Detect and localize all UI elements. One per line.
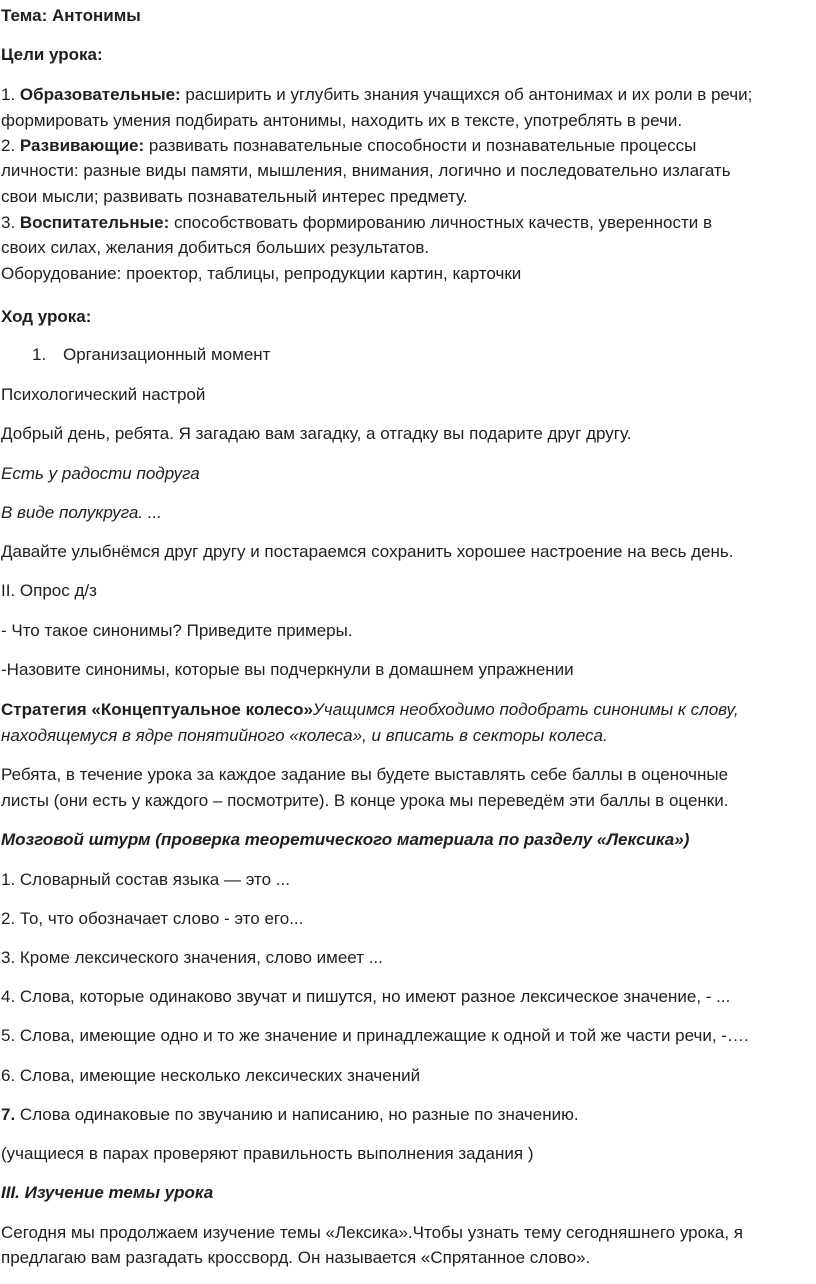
today-line-1: Сегодня мы продолжаем изучение темы «Лексика».Чтобы узнать тему сегодняшнего урока, я [1, 1223, 743, 1242]
goal-1-line-1 [1, 83, 752, 107]
question-item-7 [1, 1103, 579, 1127]
item-7-text: Слова одинаковые по звучанию и написанию, но разные по значению. [15, 1105, 579, 1124]
strategy-line-2: находящемуся в ядре понятийного «колеса», и вписать в секторы колеса. [1, 726, 608, 745]
equipment-line: Оборудование: проектор, таблицы, репродукции картин, карточки [1, 264, 522, 283]
goal-3-label: Воспитательные: [19, 213, 170, 232]
goal-2-line-2: личности: разные виды памяти, мышления, внимания, логично и последовательно излагать [1, 161, 731, 180]
question-item-6: 6. Слова, имеющие несколько лексических значений [1, 1066, 421, 1085]
greeting-line: Добрый день, ребята. Я загадаю вам загадку, а отгадку вы подарите друг другу. [1, 424, 632, 443]
goal-2-line-3: свои мысли; развивать познавательный интерес предмету. [1, 187, 468, 206]
goal-1-label: Образовательные: [19, 85, 181, 104]
question-item-4: 4. Слова, которые одинаково звучат и пишутся, но имеют разное лексическое значение, - ... [1, 987, 731, 1006]
points-line-1: Ребята, в течение урока за каждое задание вы будете выставлять себе баллы в оценочные [1, 765, 729, 784]
step-1-number: 1. [32, 345, 47, 364]
goal-2-number: 2. [1, 136, 20, 155]
survey-heading: II. Опрос д/з [1, 581, 97, 600]
topic-heading: Тема: Антонимы [1, 6, 141, 25]
goal-3-line-1 [1, 211, 712, 235]
points-line-2: листы (они есть у каждого – посмотрите). В конце урока мы переведём эти баллы в оценки. [1, 791, 729, 810]
goal-2-label: Развивающие: [19, 136, 145, 155]
goal-2-text: развивать познавательные способности и познавательные процессы [144, 136, 697, 155]
question-item-3: 3. Кроме лексического значения, слово имеет ... [1, 948, 383, 967]
strategy-line-1 [1, 698, 739, 722]
question-homework: -Назовите синонимы, которые вы подчеркнули в домашнем упражнении [1, 660, 574, 679]
question-item-1: 1. Словарный состав языка — это ... [1, 870, 290, 889]
question-item-5: 5. Слова, имеющие одно и то же значение и принадлежащие к одной и той же части речи, -…. [1, 1026, 749, 1045]
goal-2-line-1 [1, 134, 696, 158]
strategy-label: Стратегия «Концептуальное колесо» [1, 700, 313, 719]
goal-3-number: 3. [1, 213, 20, 232]
psych-setup: Психологический настрой [1, 385, 206, 404]
step-1-title: Организационный момент [63, 345, 271, 364]
riddle-line-1: Есть у радости подруга [1, 464, 200, 483]
goal-3-text: способствовать формированию личностных качеств, уверенности в [169, 213, 712, 232]
brainstorm-heading: Мозговой штурм (проверка теоретического материала по разделу «Лексика») [1, 830, 690, 849]
question-item-2: 2. То, что обозначает слово - это его... [1, 909, 304, 928]
course-heading: Ход урока: [1, 307, 92, 326]
goal-3-line-2: своих силах, желания добиться больших результатов. [1, 238, 430, 257]
item-7-number: 7. [1, 1105, 16, 1124]
goal-1-text: расширить и углубить знания учащихся об антонимах и их роли в речи; [180, 85, 753, 104]
today-line-2: предлагаю вам разгадать кроссворд. Он называется «Спрятанное слово». [1, 1248, 591, 1267]
smile-line: Давайте улыбнёмся друг другу и постараемся сохранить хорошее настроение на весь день. [1, 542, 734, 561]
pairs-check-note: (учащиеся в парах проверяют правильность выполнения задания ) [1, 1144, 534, 1163]
section-3-heading: III. Изучение темы урока [1, 1183, 214, 1202]
goal-1-line-2: формировать умения подбирать антонимы, находить их в тексте, употреблять в речи. [1, 111, 683, 130]
question-synonyms: - Что такое синонимы? Приведите примеры. [1, 621, 353, 640]
goals-heading: Цели урока: [1, 45, 103, 64]
goal-1-number: 1. [1, 85, 20, 104]
strategy-text: Учащимся необходимо подобрать синонимы к слову, [312, 700, 739, 719]
riddle-line-2: В виде полукруга. ... [1, 503, 162, 522]
